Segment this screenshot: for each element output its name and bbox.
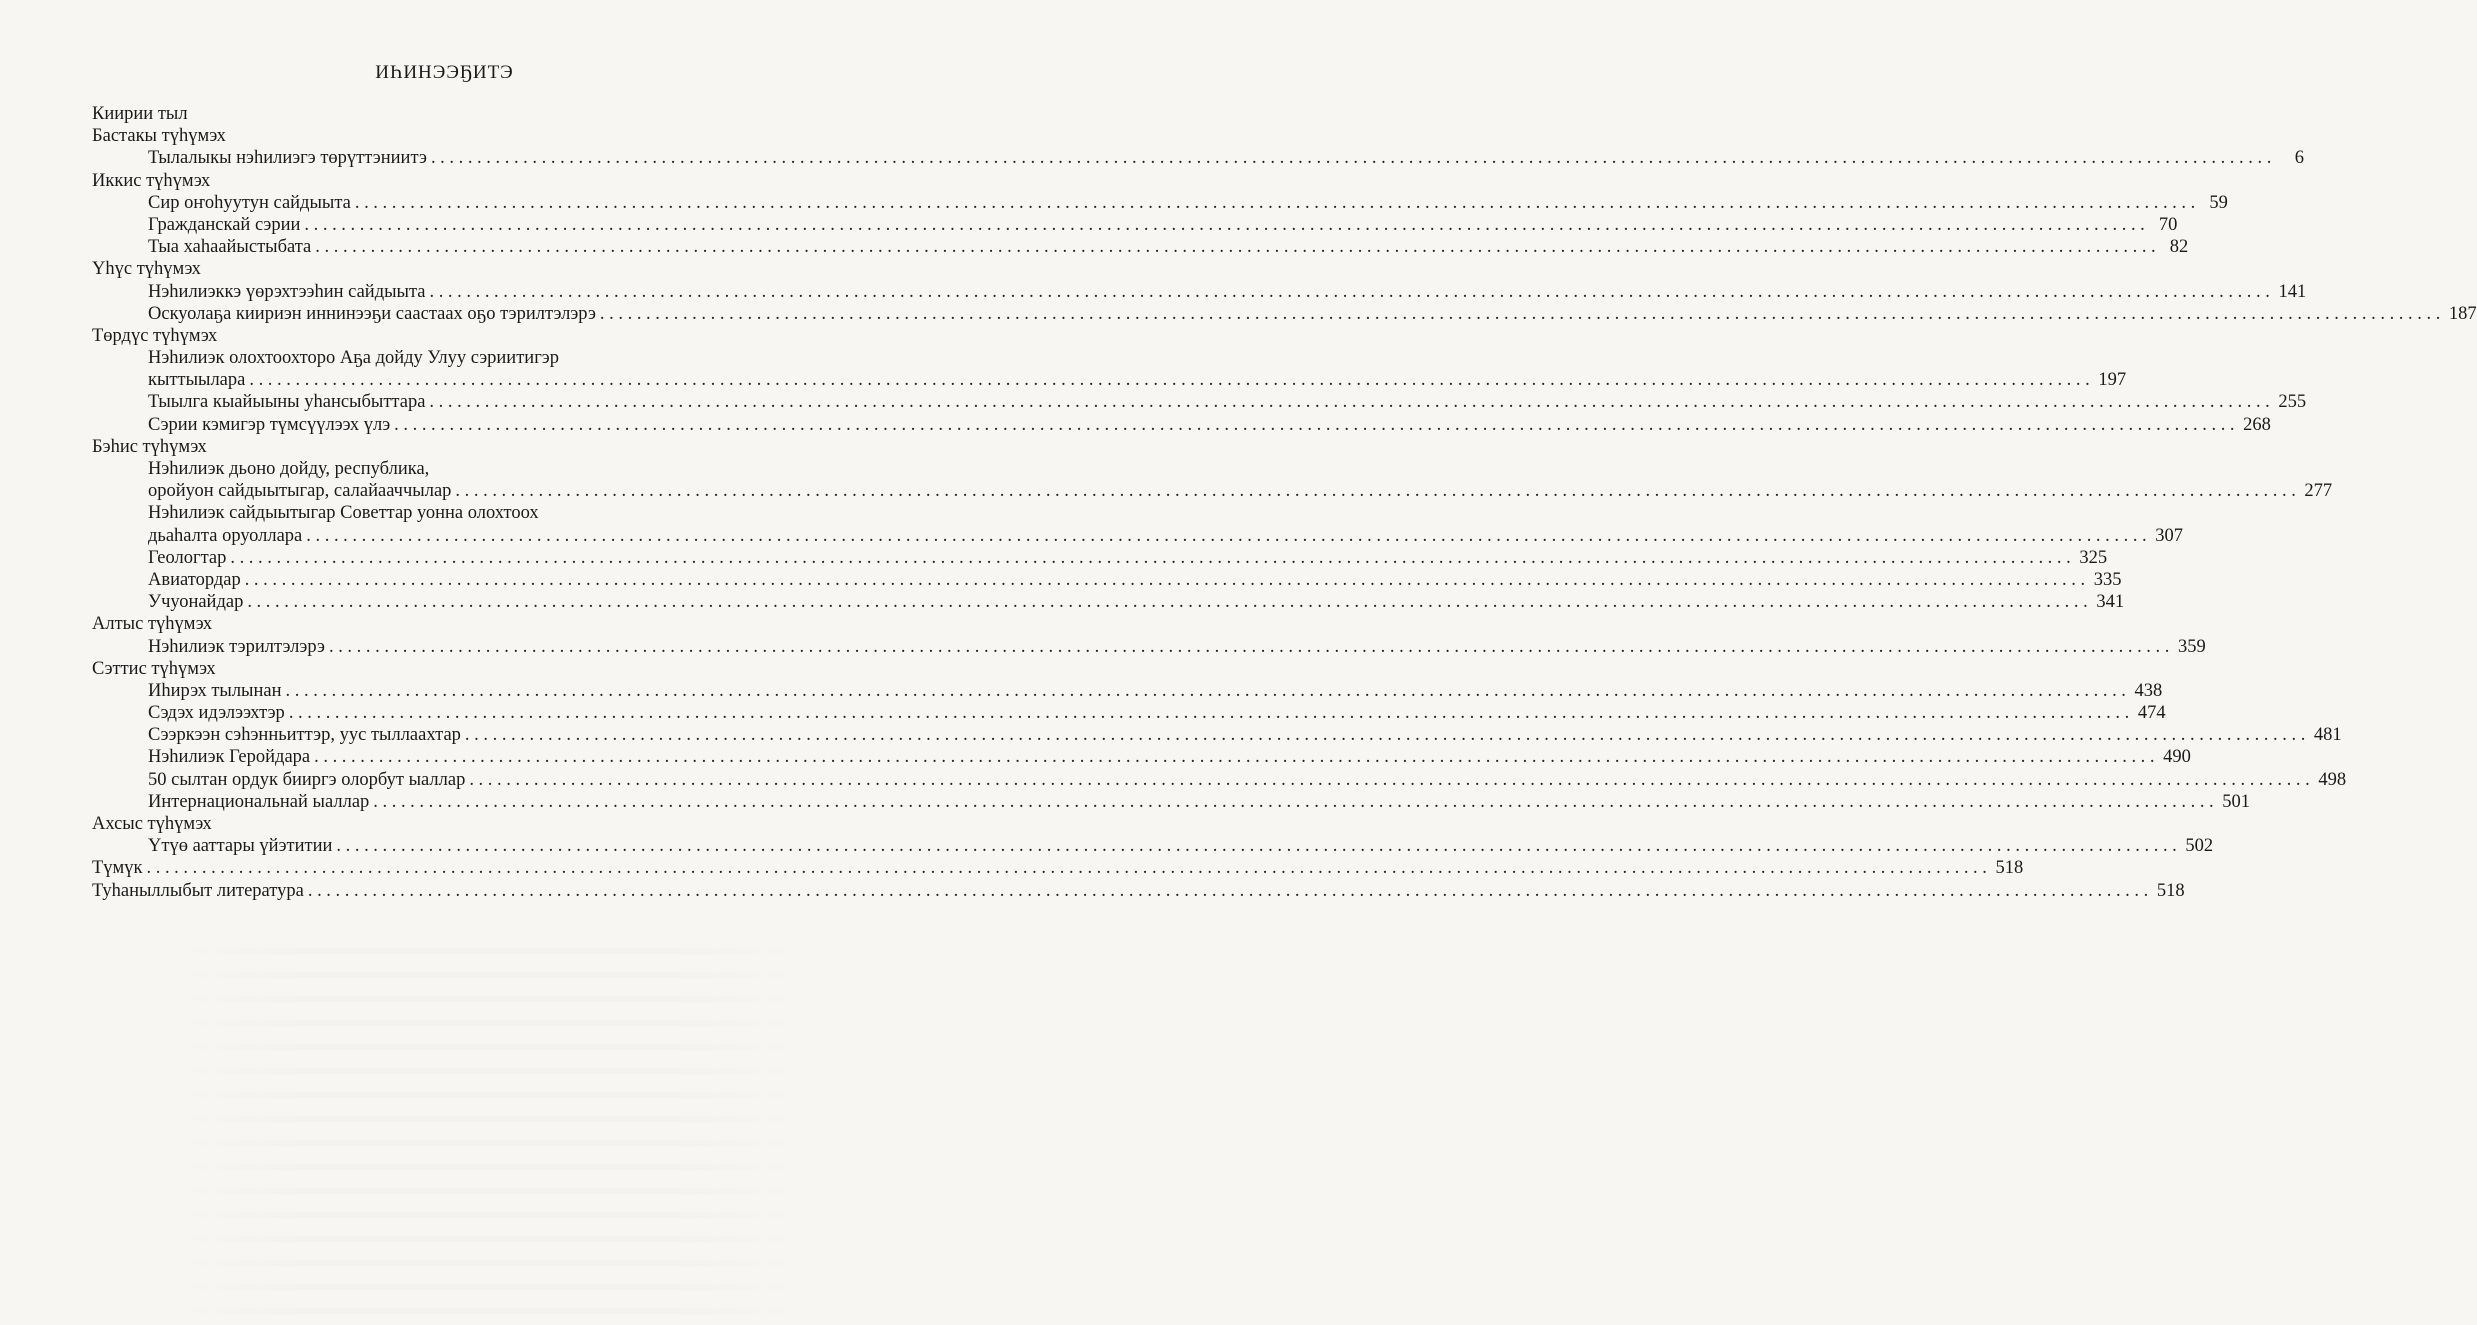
dot-leader: ........................................................................................................................................................................................................ (336, 836, 2182, 857)
toc-page-number: 307 (2155, 525, 2184, 546)
dot-leader: ........................................................................................................................................................................................................ (288, 703, 2134, 724)
toc-entry-title: Тыа хаһаайыстыбата (148, 237, 312, 258)
dot-leader: ........................................................................................................................................................................................................ (230, 547, 2076, 568)
toc-entry (92, 702, 2166, 724)
toc-entry-title: Тылалыкы нэһилиэгэ төрүттэниитэ (148, 148, 427, 169)
toc-entry-title: дьаһалта оруоллара (148, 525, 303, 546)
toc-page-number: 359 (2177, 636, 2206, 657)
toc-page-number: 6 (2294, 148, 2304, 169)
dot-leader: ........................................................................................................................................................................................................ (394, 414, 2240, 435)
toc-entry-title: Сир оҥоһуутун сайдыыта (148, 192, 351, 213)
toc-section-heading (92, 857, 2024, 879)
toc-entry (92, 591, 2125, 613)
toc-section-heading (92, 880, 2185, 902)
dot-leader: ........................................................................................................................................................................................................ (247, 592, 2093, 613)
toc-entry-title: Сээркээн сэһэнньиттэр, уус тыллаахтар (148, 725, 461, 746)
toc-entry (92, 724, 2342, 746)
toc-entry-title: Киирии тыл (92, 104, 188, 124)
toc-entry-title: Нэһилиэк дьоно дойду, республика, (148, 459, 430, 479)
dot-leader: ........................................................................................................................................................................................................ (429, 281, 2275, 302)
page-title: ИҺИНЭЭҔИТЭ (375, 62, 514, 83)
toc-page-number: 325 (2079, 547, 2108, 568)
table-of-contents (92, 103, 2477, 902)
dot-leader: ........................................................................................................................................................................................................ (455, 481, 2301, 502)
toc-section-heading (92, 436, 764, 458)
toc-entry-title: Гражданскай сэрии (148, 214, 301, 235)
dot-leader: ........................................................................................................................................................................................................ (429, 392, 2275, 413)
toc-entry-title: Бэһис түһүмэх (92, 436, 207, 457)
toc-entry (92, 214, 2178, 236)
toc-entry (92, 303, 2477, 325)
toc-entry-title: Интернациональнай ыаллар (148, 791, 370, 812)
toc-entry-title: Оскуолаҕа киириэн иннинээҕи саастаах оҕо тэрилтэлэрэ (148, 303, 596, 324)
toc-page-number: 141 (2278, 281, 2307, 302)
toc-entry-title: Сэдэх идэлээхтэр (148, 703, 285, 724)
toc-entry-title: Нэһилиэк тэрилтэлэрэ (148, 636, 325, 657)
toc-entry (92, 236, 2189, 258)
toc-entry (92, 835, 2214, 857)
dot-leader: ........................................................................................................................................................................................................ (306, 525, 2152, 546)
toc-page-number: 438 (2134, 680, 2163, 701)
toc-entry-title: Түмүк (92, 858, 143, 879)
toc-entry (92, 680, 2163, 702)
bleed-through-text (0, 930, 889, 1325)
toc-entry-title: Бастакы түһүмэх (92, 126, 226, 147)
toc-entry (92, 480, 2333, 502)
toc-section-heading (92, 125, 764, 147)
toc-page-number: 335 (2093, 569, 2122, 590)
dot-leader: ........................................................................................................................................................................................................ (285, 680, 2131, 701)
toc-page-number: 341 (2096, 592, 2125, 613)
toc-section-heading (92, 658, 764, 680)
dot-leader: ........................................................................................................................................................................................................ (599, 303, 2445, 324)
toc-page-number: 474 (2137, 703, 2166, 724)
toc-section-heading (92, 170, 764, 192)
toc-entry (92, 414, 2271, 436)
toc-page-number: 501 (2222, 791, 2251, 812)
dot-leader: ........................................................................................................................................................................................................ (304, 214, 2150, 235)
dot-leader: ........................................................................................................................................................................................................ (244, 569, 2090, 590)
dot-leader: ........................................................................................................................................................................................................ (307, 880, 2153, 901)
toc-entry-title: Сэттис түһүмэх (92, 658, 216, 679)
toc-entry (92, 791, 2251, 813)
toc-entry (92, 746, 2191, 768)
toc-entry (92, 369, 2127, 391)
toc-page-number: 268 (2243, 414, 2271, 435)
toc-section-heading (92, 258, 764, 280)
toc-entry (92, 458, 764, 480)
dot-leader: ........................................................................................................................................................................................................ (469, 769, 2315, 790)
toc-entry-title: Иһирэх тылынан (148, 680, 282, 701)
toc-entry-title: Иккис түһүмэх (92, 170, 211, 191)
toc-page-number: 82 (2169, 237, 2189, 258)
toc-page-number: 197 (2098, 370, 2127, 391)
toc-entry (92, 636, 2206, 658)
toc-entry (92, 769, 2347, 791)
toc-entry (92, 569, 2122, 591)
toc-entry-title: Үһүс түһүмэх (92, 259, 201, 280)
toc-entry (92, 502, 764, 524)
toc-page-number: 255 (2278, 392, 2307, 413)
toc-entry (92, 281, 2307, 303)
dot-leader: ........................................................................................................................................................................................................ (146, 858, 1992, 879)
toc-entry-title: Нэһилиэккэ үөрэхтээһин сайдыыта (148, 281, 426, 302)
dot-leader: ........................................................................................................................................................................................................ (328, 636, 2174, 657)
dot-leader: ........................................................................................................................................................................................................ (354, 192, 2200, 213)
toc-entry-title: Нэһилиэк олохтоохторо Аҕа дойду Улуу сэриитигэр (148, 348, 559, 369)
toc-section-heading (92, 103, 764, 125)
dot-leader: ........................................................................................................................................................................................................ (315, 237, 2161, 258)
toc-entry-title: Авиатордар (148, 569, 241, 590)
toc-entry-title: оройуон сайдыытыгар, салайааччылар (148, 481, 452, 502)
toc-entry (92, 147, 2304, 169)
toc-entry-title: 50 сылтан ордук бииргэ олорбут ыаллар (148, 769, 466, 790)
toc-entry (92, 347, 764, 369)
toc-section-heading (92, 325, 764, 347)
dot-leader: ........................................................................................................................................................................................................ (314, 747, 2160, 768)
toc-entry (92, 192, 2228, 214)
toc-entry-title: Туһаныллыбыт литература (92, 880, 304, 901)
dot-leader: ........................................................................................................................................................................................................ (373, 791, 2219, 812)
toc-page-number: 518 (2156, 880, 2185, 901)
toc-page-number: 498 (2318, 769, 2347, 790)
toc-entry-title: Нэһилиэк Геройдара (148, 747, 311, 768)
toc-page-number: 187 (2448, 303, 2477, 324)
toc-entry-title: Төрдүс түһүмэх (92, 325, 218, 346)
toc-entry (92, 525, 2184, 547)
toc-page-number: 490 (2163, 747, 2191, 768)
toc-page-number: 502 (2185, 836, 2214, 857)
toc-entry-title: кыттыылара (148, 370, 246, 391)
toc-entry (92, 547, 2108, 569)
toc-page-number: 70 (2158, 214, 2178, 235)
toc-entry (92, 391, 2307, 413)
toc-entry-title: Алтыс түһүмэх (92, 614, 213, 635)
toc-entry-title: Ахсыс түһүмэх (92, 814, 212, 834)
dot-leader: ........................................................................................................................................................................................................ (464, 725, 2310, 746)
dot-leader: ........................................................................................................................................................................................................ (249, 370, 2095, 391)
toc-page-number: 59 (2209, 192, 2228, 213)
toc-entry-title: Нэһилиэк сайдыытыгар Советтар уонна олохтоох (148, 503, 539, 524)
toc-page-number: 518 (1995, 858, 2024, 879)
toc-entry-title: Сэрии кэмигэр түмсүүлээх үлэ (148, 414, 391, 435)
toc-section-heading (92, 613, 764, 635)
toc-section-heading (92, 813, 764, 835)
toc-entry-title: Геологтар (148, 547, 227, 568)
toc-entry-title: Тыылга кыайыыны уһансыбыттара (148, 392, 426, 413)
dot-leader: ........................................................................................................................................................................................................ (430, 148, 2276, 169)
toc-entry-title: Үтүө ааттары үйэтитии (148, 836, 333, 857)
toc-page-number: 481 (2313, 725, 2342, 746)
toc-page-number: 277 (2304, 481, 2333, 502)
toc-entry-title: Учуонайдар (148, 592, 244, 613)
